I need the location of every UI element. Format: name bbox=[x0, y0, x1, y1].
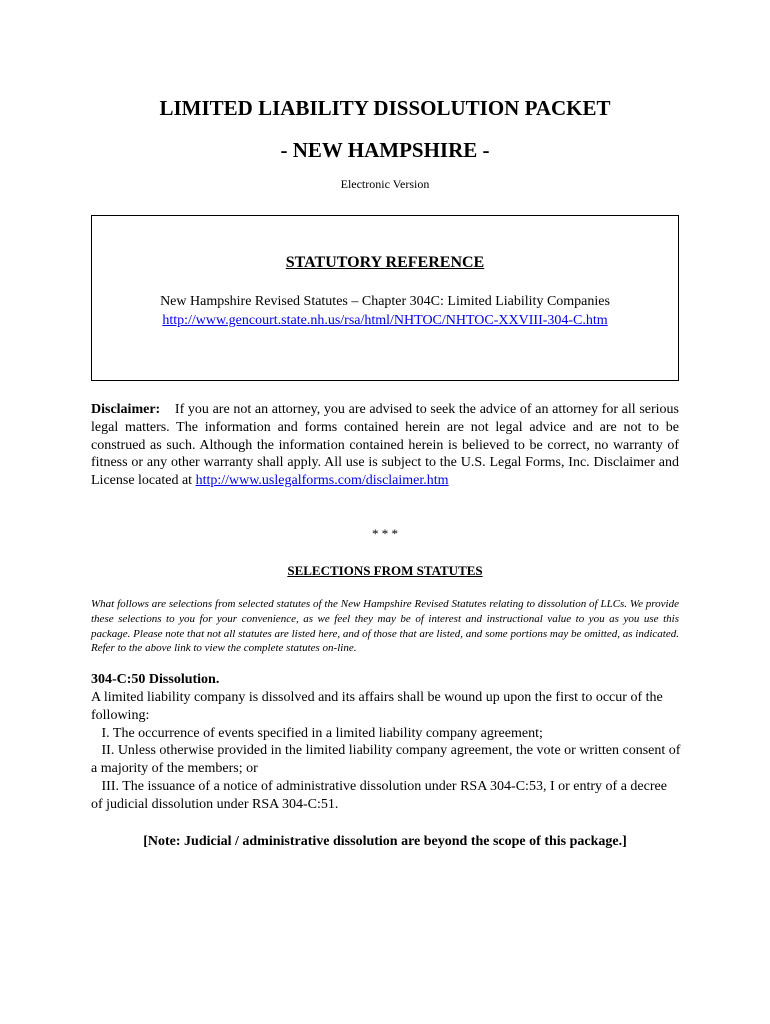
section-title: 304-C:50 Dissolution. bbox=[91, 672, 220, 687]
statutory-reference-box bbox=[91, 215, 679, 381]
section-body bbox=[91, 689, 681, 814]
page-title: LIMITED LIABILITY DISSOLUTION PACKET bbox=[159, 96, 611, 120]
section-item-3 bbox=[91, 778, 681, 814]
disclaimer-paragraph bbox=[91, 401, 679, 490]
scope-note: [Note: Judicial / administrative dissolution are beyond the scope of this package.] bbox=[143, 834, 627, 849]
statutory-reference-heading: STATUTORY REFERENCE bbox=[285, 254, 485, 271]
section-item-2 bbox=[91, 742, 681, 778]
section-lead: A limited liability company is dissolved and its affairs shall be wound up upon the first to occur of the following: bbox=[91, 690, 663, 723]
selections-heading: SELECTIONS FROM STATUTES bbox=[287, 563, 483, 578]
version-label: Electronic Version bbox=[340, 177, 430, 191]
section-item-1 bbox=[91, 725, 681, 743]
section-item-2-text: II. Unless otherwise provided in the limited liability company agreement, the vote or written consent of a majority of the members; or bbox=[91, 743, 681, 777]
selections-intro: What follows are selections from selected statutes of the New Hampshire Revised Statutes relating to dissolution of LLCs. We provide these selections to you for your convenience, as we feel they may be of interest and instructional value to you as you use this package. Please note that not all statutes are listed here, and of those that are listed, and some portions may be omitted, as indicated. Refer to the above link to view the complete statutes on-line. bbox=[91, 598, 679, 655]
section-item-3-text: III. The issuance of a notice of administrative dissolution under RSA 304-C:53, I or entry of a decree of judicial dissolution under RSA 304-C:51. bbox=[91, 778, 667, 812]
disclaimer-text: If you are not an attorney, you are advised to seek the advice of an attorney for all serious legal matters. The information and forms contained herein are not legal advice and are not to be construed as such. Although the information contained herein is believed to be correct, no warranty of fitness or any other warranty shall apply. All use is subject to the U.S. Legal Forms, Inc. Disclaimer and License located at bbox=[91, 402, 679, 489]
statute-citation: New Hampshire Revised Statutes – Chapter 304C: Limited Liability Companies bbox=[160, 294, 610, 309]
disclaimer-link[interactable]: http://www.uslegalforms.com/disclaimer.htm bbox=[195, 473, 449, 489]
page-subtitle-state: - NEW HAMPSHIRE - bbox=[280, 138, 490, 162]
statute-link[interactable]: http://www.gencourt.state.nh.us/rsa/html/NHTOC/NHTOC-XXVIII-304-C.htm bbox=[162, 313, 608, 328]
section-item-1-text: I. The occurrence of events specified in a limited liability company agreement; bbox=[101, 725, 543, 741]
disclaimer-label: Disclaimer: bbox=[91, 402, 161, 417]
section-separator: * * * bbox=[372, 526, 398, 541]
